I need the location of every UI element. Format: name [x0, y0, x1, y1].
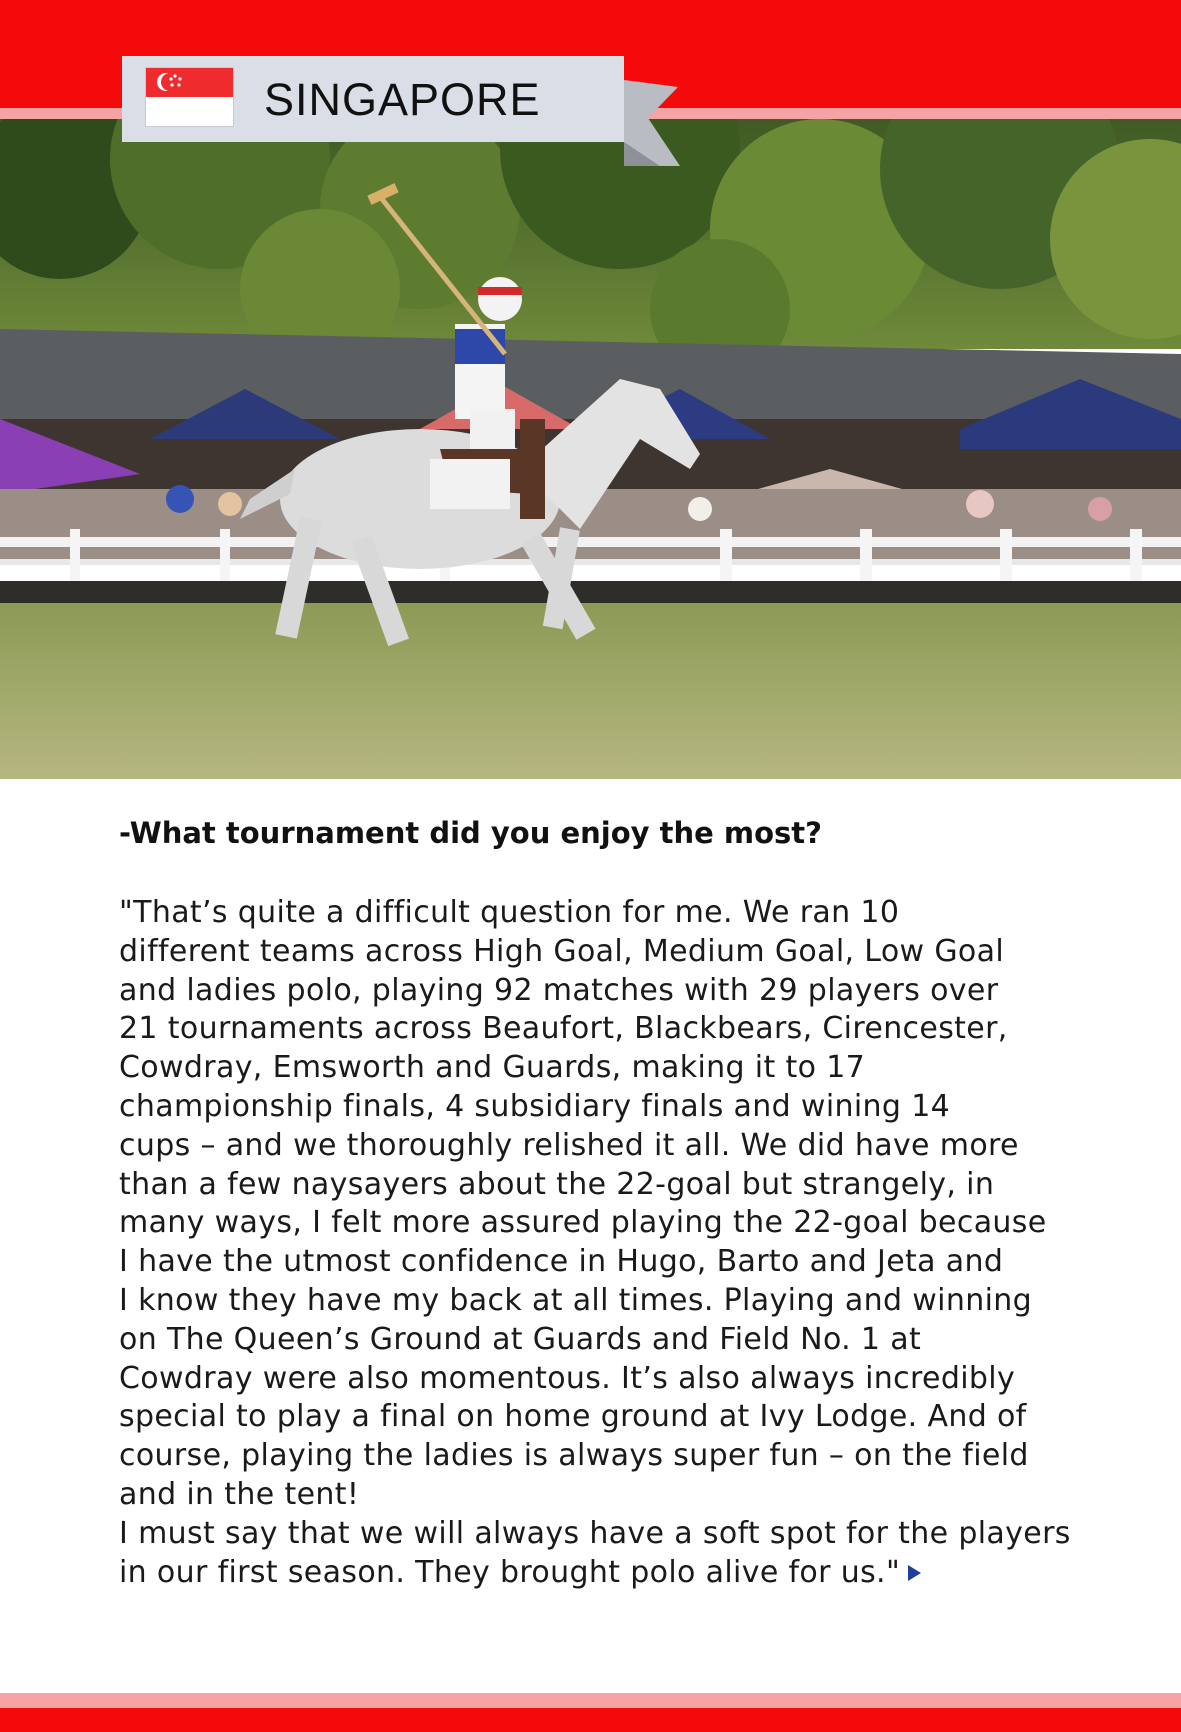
interview-answer	[119, 894, 1119, 1592]
country-title: SINGAPORE	[264, 74, 541, 125]
answer-line: special to play a final on home ground at Ivy Lodge. And of	[119, 1399, 1027, 1435]
answer-last-line	[119, 1554, 1119, 1593]
answer-line: I have the utmost confidence in Hugo, Barto and Jeta and	[119, 1244, 1004, 1280]
answer-line: on The Queen’s Ground at Guards and Field No. 1 at	[119, 1321, 922, 1357]
answer-line: I know they have my back at all times. Playing and winning	[119, 1282, 1033, 1318]
answer-line-text: in our first season. They brought polo alive for us."	[119, 1554, 901, 1590]
answer-line: many ways, I felt more assured playing the 22-goal because	[119, 1205, 1047, 1241]
interview-question: -What tournament did you enjoy the most?	[119, 816, 822, 850]
answer-line: "That’s quite a difficult question for me. We ran 10	[119, 895, 900, 930]
answer-line: Cowdray were also momentous. It’s also always incredibly	[119, 1360, 1016, 1396]
answer-line: course, playing the ladies is always super fun – on the field	[119, 1438, 1029, 1474]
answer-line: different teams across High Goal, Medium Goal, Low Goal	[119, 933, 1005, 969]
answer-line: I must say that we will always have a soft spot for the players	[119, 1515, 1071, 1551]
answer-line: than a few naysayers about the 22-goal but strangely, in	[119, 1166, 995, 1202]
answer-line: cups – and we thoroughly relished it all. We did have more	[119, 1127, 1019, 1163]
polo-player-photo	[0, 119, 1181, 779]
bottom-pink-stripe	[0, 1693, 1181, 1708]
bottom-red-band	[0, 1708, 1181, 1732]
answer-line: 21 tournaments across Beaufort, Blackbears, Cirencester,	[119, 1011, 1008, 1047]
answer-line: and ladies polo, playing 92 matches with 29 players over	[119, 972, 999, 1008]
answer-line: championship finals, 4 subsidiary finals and wining 14	[119, 1088, 951, 1124]
country-banner	[0, 0, 700, 180]
answer-line: and in the tent!	[119, 1476, 360, 1512]
answer-line: Cowdray, Emsworth and Guards, making it to 17	[119, 1050, 866, 1086]
singapore-flag-icon	[146, 68, 233, 126]
continue-arrow-icon	[906, 1564, 922, 1582]
